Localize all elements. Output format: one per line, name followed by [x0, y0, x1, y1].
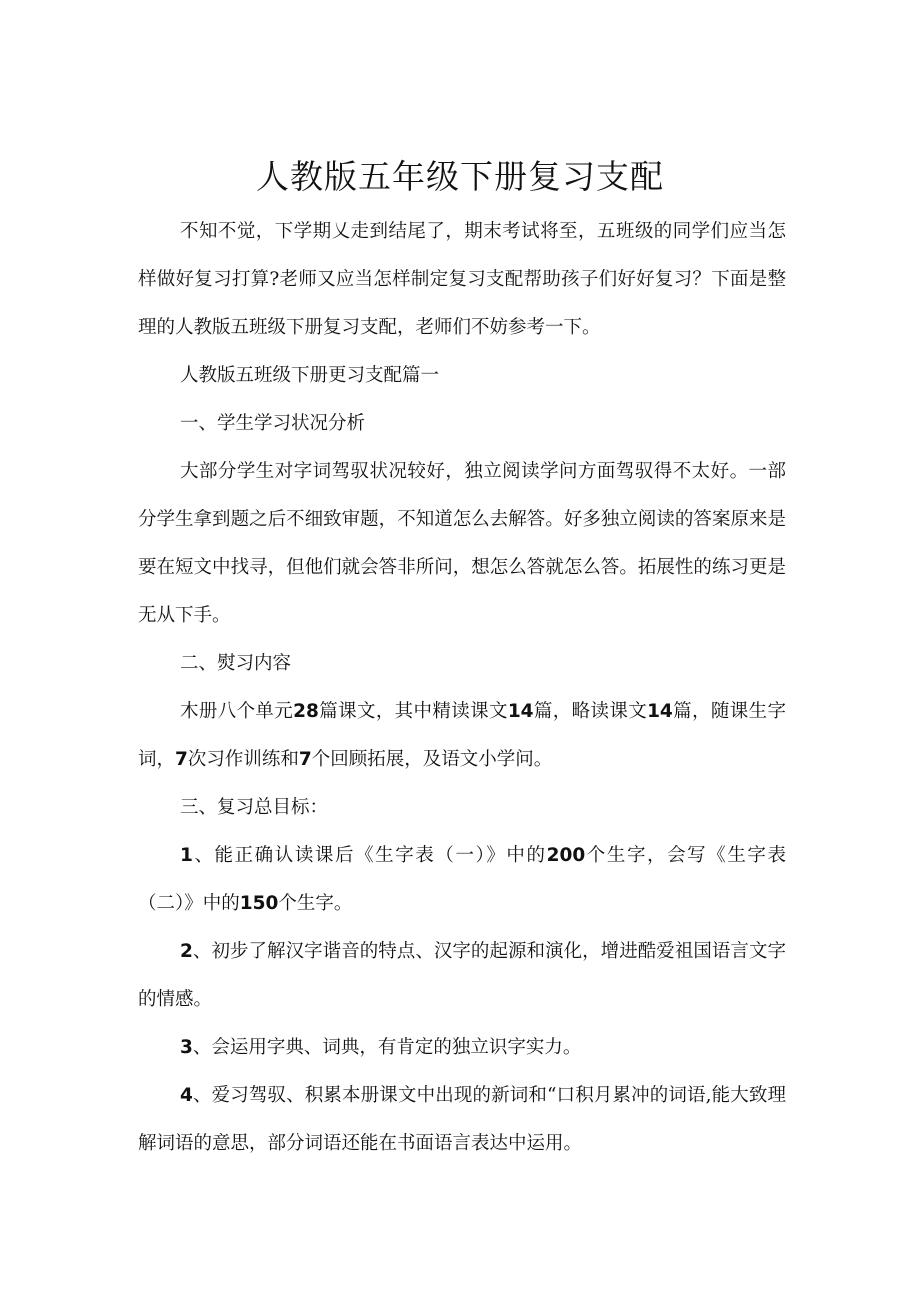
content-text: 篇，略读课文	[533, 701, 648, 722]
section-subtitle: 人教版五班级下册更习支配篇一	[180, 365, 440, 386]
content-text: 篇，随课生字词，	[138, 701, 786, 770]
heading-goals: 三、复习总目标：	[180, 797, 329, 818]
goal-text: 、爱习驾驭、积累本册课文中出现的新词和“口积月累冲的词语,能大致理解词语的意思，部分词语还能在书面语言表达中运用。	[138, 1085, 786, 1154]
goal-text: 、初步了解汉字谐音的特点、汉字的起源和演化，增进酷爱祖国语言文字的情感。	[138, 941, 786, 1010]
heading-review-content: 二、熨习内容	[180, 653, 292, 674]
goal-count: 150	[239, 893, 279, 914]
analysis-paragraph: 大部分学生对字词驾驭状况较好，独立阅读学问方面驾驭得不太好。一部分学生拿到题之后不细致审题，不知道怎么去解答。好多独立阅读的答案原来是要在短文中找寻，但他们就会答非所问，想怎么答就怎么答。拓展性的练习更是无从下手。	[138, 461, 786, 626]
content-text: 个回顾拓展，及语文小学问。	[311, 749, 553, 770]
content-text: 次习作训练和	[187, 749, 299, 770]
goal-number: 3	[180, 1037, 193, 1058]
goal-item-2	[138, 928, 786, 1024]
content-number: 14	[507, 701, 534, 722]
goal-text: 个生字。	[278, 893, 353, 914]
content-number: 7	[298, 749, 312, 770]
content-number: 7	[175, 749, 188, 770]
goal-count: 200	[546, 845, 586, 866]
content-number: 14	[647, 701, 673, 722]
content-text: 木册八个单元	[180, 701, 294, 722]
content-text: 篇课文，其中精读课文	[318, 701, 508, 722]
intro-paragraph: 不知不觉，下学期乂走到结尾了，期末考试将至，五班级的同学们应当怎样做好复习打算?老师又应当怎样制定复习支配帮助孩子们好好复习？下面是整理的人教版五班级下册复习支配，老师们不妨参考一下。	[138, 221, 786, 338]
content-paragraph	[138, 688, 786, 784]
goal-item-1	[138, 832, 786, 928]
goal-text: 、会运用字典、词典，有肯定的独立识字实力。	[192, 1037, 582, 1058]
page-title: 人教版五年级下册复习支配	[256, 157, 664, 197]
heading-analysis: 一、学生学习状况分析	[180, 413, 366, 434]
goal-text: 、能正确认读课后《生字表（一）》中的	[192, 845, 547, 866]
content-number: 28	[293, 701, 319, 722]
goal-text: 个生字，会写《生字表（二）》中的	[138, 845, 786, 914]
goal-number: 4	[180, 1085, 193, 1106]
goal-number: 1	[180, 845, 193, 866]
goal-item-4	[138, 1072, 786, 1168]
goal-number: 2	[180, 941, 193, 962]
goal-item-3	[138, 1024, 786, 1072]
